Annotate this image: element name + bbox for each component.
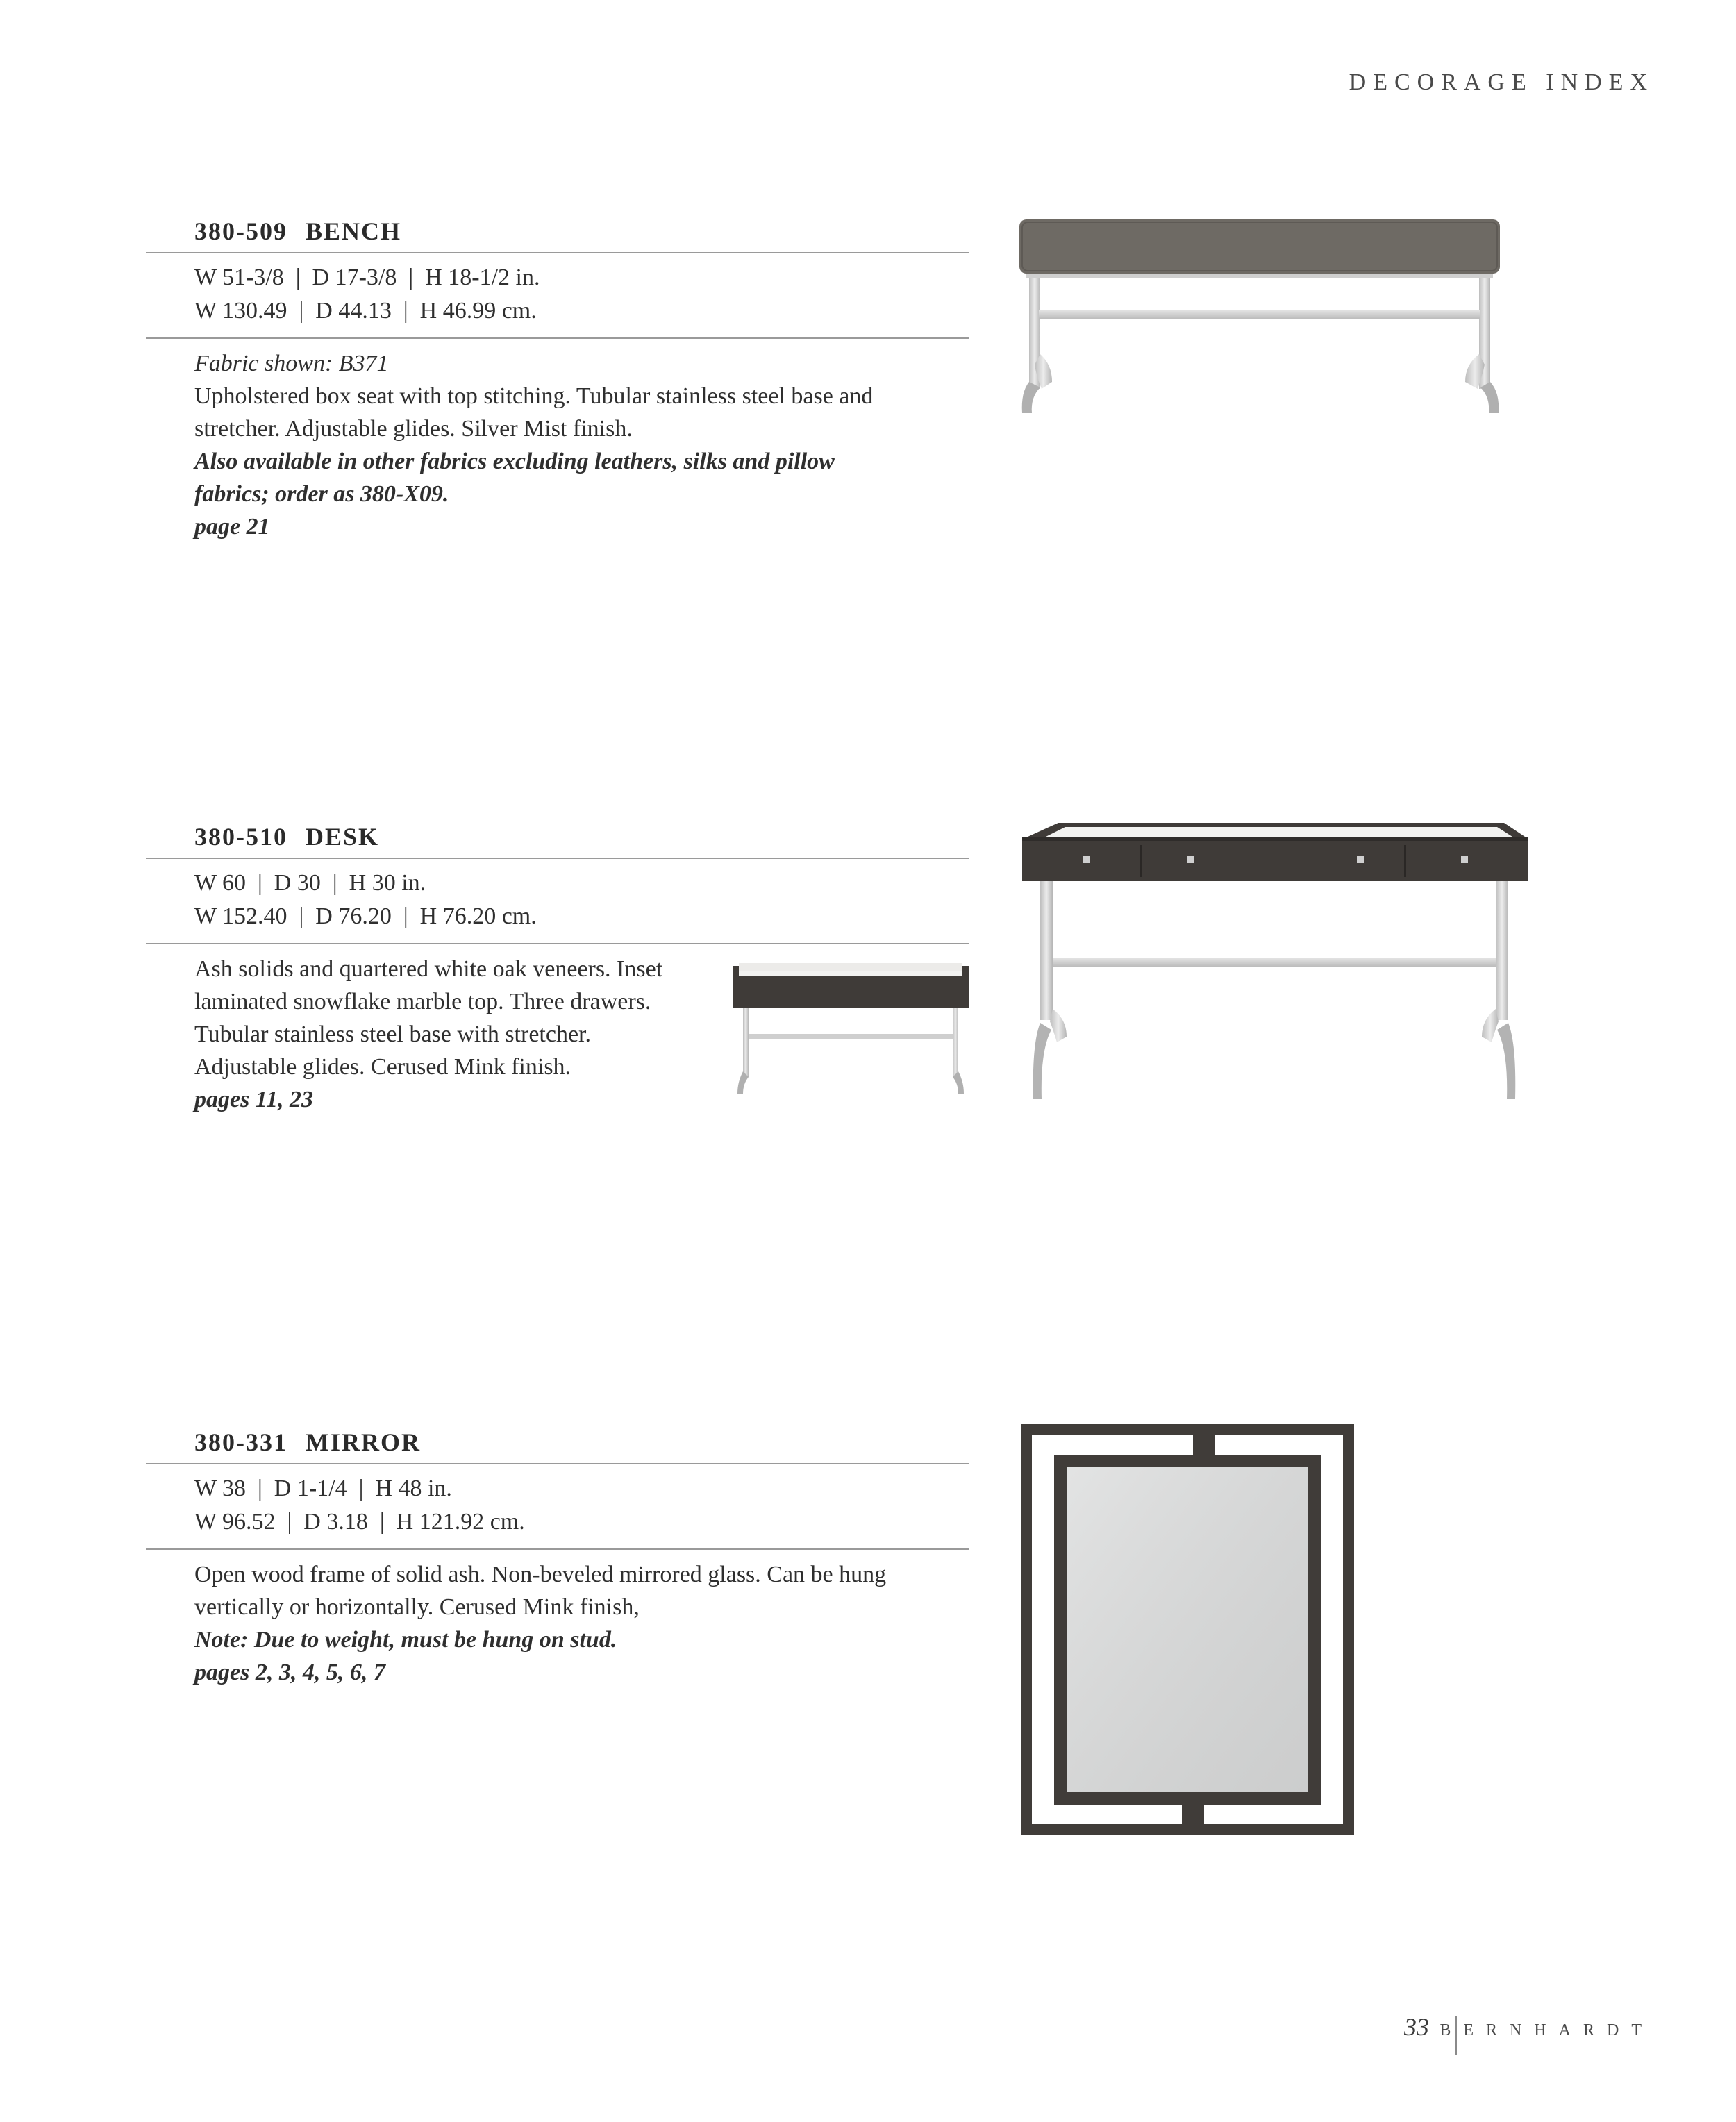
brand-name: BERNHARDT: [1439, 2021, 1654, 2039]
divider: [146, 1463, 969, 1464]
dimensions-inches: W 38 | D 1-1/4 | H 48 in.: [194, 1476, 452, 1501]
description-line: laminated snowflake marble top. Three drawers.: [194, 989, 651, 1014]
dimensions-inches: W 51-3/8 | D 17-3/8 | H 18-1/2 in.: [194, 265, 540, 290]
page-reference: page 21: [194, 514, 270, 540]
divider: [146, 337, 969, 339]
description-line: Open wood frame of solid ash. Non-beveled mirrored glass. Can be hung: [194, 1562, 887, 1587]
description-line: Tubular stainless steel base with stretcher.: [194, 1021, 591, 1047]
desk-thumbnail-image: [729, 960, 974, 1096]
product-title: [194, 1428, 421, 1457]
product-name: DESK: [306, 823, 380, 851]
description-line: stretcher. Adjustable glides. Silver Mist finish.: [194, 416, 633, 442]
product-sku: 380-510: [194, 823, 287, 851]
description-line: Ash solids and quartered white oak veneers. Inset: [194, 956, 663, 982]
divider: [146, 1548, 969, 1550]
fabric-note: Fabric shown: B371: [194, 351, 389, 376]
divider: [146, 252, 969, 253]
page-reference: pages 2, 3, 4, 5, 6, 7: [194, 1660, 385, 1685]
care-note: Note: Due to weight, must be hung on stud.: [194, 1627, 617, 1653]
mirror-image: [1018, 1421, 1357, 1838]
dimensions-centimeters: W 96.52 | D 3.18 | H 121.92 cm.: [194, 1509, 525, 1535]
dimensions-inches: W 60 | D 30 | H 30 in.: [194, 870, 426, 896]
bench-image: [1014, 215, 1514, 417]
dimensions: [194, 867, 537, 933]
product-description: [194, 1558, 979, 1689]
product-title: [194, 217, 401, 246]
dimensions-centimeters: W 130.49 | D 44.13 | H 46.99 cm.: [194, 298, 537, 324]
product-description: [194, 953, 736, 1116]
section-header: DECORAGE INDEX: [1349, 69, 1654, 95]
product-name: BENCH: [306, 217, 402, 245]
product-sku: 380-331: [194, 1428, 287, 1456]
page-reference: pages 11, 23: [194, 1087, 313, 1112]
desk-image: [1018, 821, 1532, 1103]
availability-note: Also available in other fabrics excluding leathers, silks and pillow: [194, 449, 835, 474]
product-title: [194, 822, 379, 851]
divider: [146, 858, 969, 859]
availability-note: fabrics; order as 380-X09.: [194, 481, 449, 507]
product-description: [194, 347, 979, 543]
product-sku: 380-509: [194, 217, 287, 245]
dimensions-centimeters: W 152.40 | D 76.20 | H 76.20 cm.: [194, 903, 537, 929]
divider: [146, 943, 969, 944]
description-line: Adjustable glides. Cerused Mink finish.: [194, 1054, 571, 1080]
description-line: Upholstered box seat with top stitching. Tubular stainless steel base and: [194, 383, 874, 409]
page-number: 33: [1404, 2013, 1429, 2041]
product-name: MIRROR: [306, 1428, 421, 1456]
dimensions: [194, 261, 540, 328]
description-line: vertically or horizontally. Cerused Mink finish,: [194, 1594, 640, 1620]
dimensions: [194, 1472, 525, 1539]
